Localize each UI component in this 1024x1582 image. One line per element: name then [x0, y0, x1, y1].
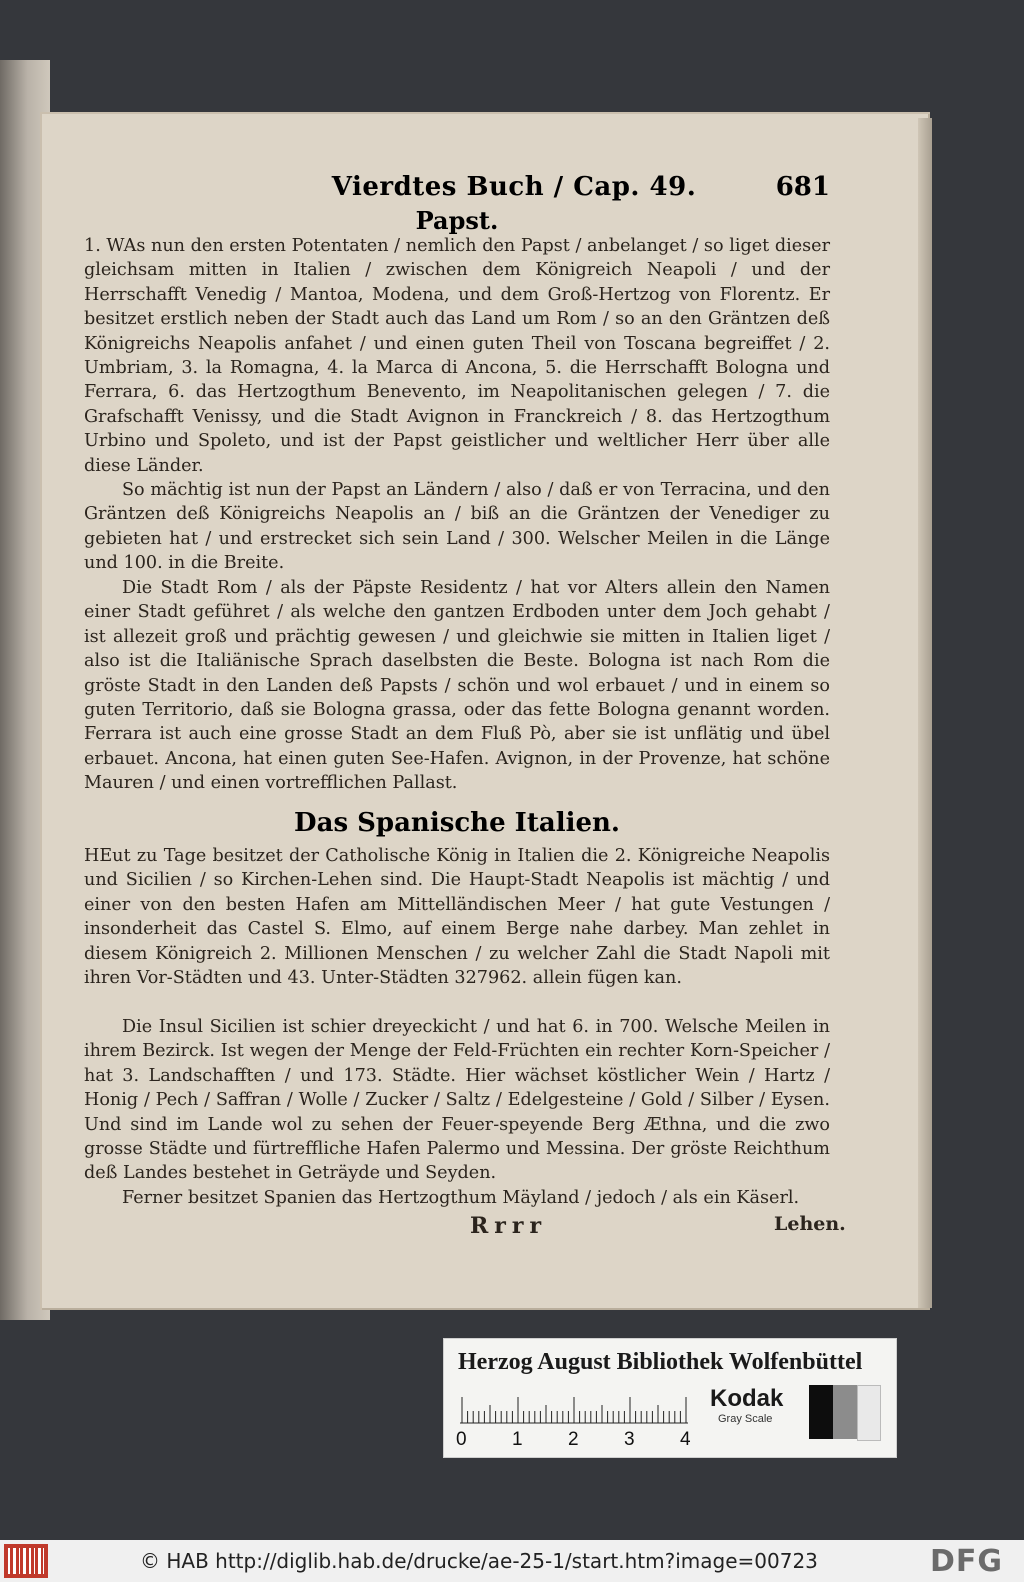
library-color-card [443, 1338, 897, 1458]
paragraph-text: Die Insul Sicilien ist schier dreyeckicht / und hat 6. in 700. Welsche Meilen in ihrem Bezirck. Ist wegen der Menge der Feld-Früchten ein rechter Korn-Speicher / hat 3. Landschafften / und 173. Städte. Hier wächset köstlicher Wein / Hartz / Honig / Pech / Saffran / Wolle / Zucker / Saltz / Edelgesteine / Gold / Silber / Eysen. Und sind im Lande wol zu sehen der Feuer-speyende Berg Æthna, und die zwo grosse Städte und fürtreffliche Hafen Palermo und Messina. Der gröste Reichthum deß Landes bestehet in Geträyde und Seyden. [84, 1017, 830, 1184]
paragraph-text: 1. WAs nun den ersten Potentaten / nemlich den Papst / anbelanget / so liget dieser gleichsam mitten in Italien / zwischen dem Königreich Neapoli / und der Herrschafft Venedig / Mantoa, Modena, und dem Groß-Hertzog von Florentz. Er besitzet erstlich neben der Stadt auch das Land um Rom / so an den Gräntzen deß Königreichs Neapolis anfahet / und einen guten Theil von Toscana begreiffet / 2. Umbriam, 3. la Romagna, 4. la Marca di Ancona, 5. die Herrschafft Bologna und Ferrara, 6. das Hertzogthum Benevento, im Neapolitanischen gelegen / 7. die Grafschafft Venissy, und die Stadt Avignon in Franckreich / 8. das Hertzogthum Urbino und Spoleto, und ist der Papst geistlicher und weltlicher Herr über alle diese Länder. [84, 236, 830, 476]
page-header [84, 172, 830, 208]
ruler-label: 0 [456, 1429, 467, 1450]
ruler-label: 1 [512, 1429, 523, 1450]
paragraph-papst-2 [84, 478, 830, 576]
paragraph-spanish-1 [84, 844, 830, 990]
gray-patch-mid [833, 1385, 857, 1439]
page-number: 681 [775, 172, 830, 202]
running-head: Vierdtes Buch / Cap. 49. [331, 172, 697, 202]
ruler-label: 4 [680, 1429, 691, 1450]
paragraph-papst-3 [84, 576, 830, 796]
paragraph-text: So mächtig ist nun der Papst an Ländern / also / daß er von Terracina, und den Gräntzen deß Königreichs Neapolis an / biß an die Gräntzen der Venediger zu gebieten hat / und erstrecket sich sein Land / 300. Welscher Meilen in die Länge und 100. in die Breite. [84, 480, 830, 574]
paragraph-spanish-3 [84, 1186, 830, 1210]
kodak-subtitle: Gray Scale [718, 1413, 773, 1425]
kodak-logo: Kodak [710, 1385, 784, 1412]
ruler-scale [456, 1389, 706, 1439]
gray-patch-black [809, 1385, 833, 1439]
paragraph-papst-1 [84, 234, 830, 478]
copyright-url[interactable]: © HAB http://diglib.hab.de/drucke/ae-25-1/start.htm?image=00723 [140, 1549, 818, 1573]
page-right-edge [918, 118, 932, 1308]
paragraph-text: HEut zu Tage besitzet der Catholische König in Italien die 2. Königreiche Neapolis und Sicilien / so Kirchen-Lehen sind. Die Haupt-Stadt Neapolis ist mächtig / und einer von den besten Hafen am Mittelländischen Meer / hat gute Vestungen / insonderheit das Castel S. Elmo, auf einem Berge nahe darbey. Man zehlet in diesem Königreich 2. Millionen Menschen / zu welcher Zahl die Stadt Napoli mit ihren Vor-Städten und 43. Unter-Städten 327962. allein fügen kan. [84, 846, 830, 989]
ruler-label: 3 [624, 1429, 635, 1450]
paragraph-text: Die Stadt Rom / als der Päpste Residentz / hat vor Alters allein den Namen einer Stadt geführet / als welche den gantzen Erdboden unter dem Joch gehabt / ist allezeit groß und prächtig gewesen / und gleichwie sie mitten in Italien liget / also ist die Italiänische Sprach daselbsten die Beste. Bologna ist nach Rom die gröste Stadt in den Landen deß Papsts / schön und wol erbauet / und in einem so guten Territorio, daß sie Bologna grassa, oder das fette Bologna genannt worden. Ferrara ist auch eine grosse Stadt an dem Fluß Pò, aber sie ist unflätig und übel erbauet. Ancona, hat einen guten See-Hafen. Avignon, in der Provenze, hat schöne Mauren / und einen vortrefflichen Pallast. [84, 578, 830, 794]
barcode-icon [4, 1544, 48, 1578]
dfg-logo: DFG [930, 1544, 1004, 1579]
section-heading: Das Spanische Italien. [294, 808, 620, 838]
ruler-label: 2 [568, 1429, 579, 1450]
catchword: Lehen. [774, 1213, 846, 1235]
library-name: Herzog August Bibliothek Wolfenbüttel [458, 1349, 863, 1375]
paragraph-spanish-2 [84, 1015, 830, 1186]
footer-bar [0, 1540, 1024, 1582]
paragraph-text: Ferner besitzet Spanien das Hertzogthum Mäyland / jedoch / als ein Käserl. [122, 1188, 800, 1208]
signature-mark: Rrrr [470, 1213, 548, 1239]
section-title: Papst. [415, 206, 499, 235]
gray-patch-light [857, 1385, 881, 1441]
